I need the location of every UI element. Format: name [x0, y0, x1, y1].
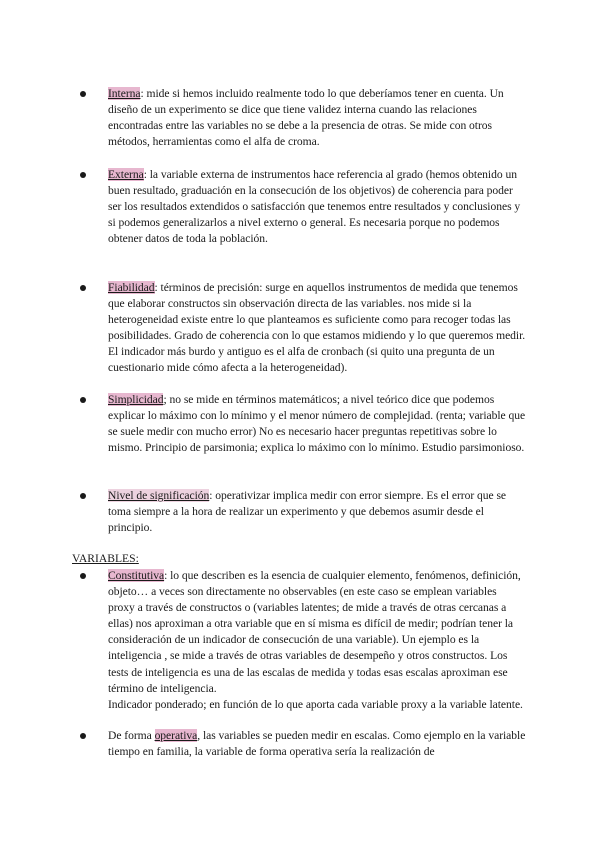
list-item-text	[108, 86, 526, 150]
continuation-text: Indicador ponderado; en función de lo que aporta cada variable proxy a la variable latente.	[108, 697, 523, 711]
prefix-text: De forma	[108, 729, 155, 742]
bullet-icon	[80, 397, 86, 403]
highlighted-term: Constitutiva	[108, 569, 165, 582]
highlighted-term: operativa	[154, 729, 198, 742]
bullet-icon	[80, 285, 86, 291]
list-item-interna	[86, 86, 526, 150]
section-title-colon: :	[135, 552, 139, 565]
definition-text: , las variables se pueden medir en escalas. Como ejemplo en la variable tiempo en familia, la variable de forma operativa sería la realización de	[108, 729, 526, 759]
definition-text: : términos de precisión: surge en aquellos instrumentos de medida que tenemos que elaborar constructos sin observación directa de las variables. nos mide si la heterogeneidad existe entre lo que planteamos es suficiente como para recoger todas las posibilidades. Grado de coherencia con lo que estamos midiendo y lo que queremos medir. El indicador más burdo y antiguo es el alfa de cronbach (si quito una pregunta de un cuestionario mide cómo afecta a la heterogeneidad).	[108, 281, 526, 375]
bullet-icon	[80, 573, 86, 579]
bullet-icon	[80, 493, 86, 499]
definition-text: : mide si hemos incluido realmente todo lo que deberíamos tener en cuenta. Un diseño de un experimento se dice que tiene validez interna cuando las relaciones encontradas entre las variables no se debe a la presencia de otras. Se mide con otros métodos, herramientas como el alfa de croma.	[108, 87, 504, 149]
bullet-icon	[80, 172, 86, 178]
list-item-text	[108, 167, 526, 247]
section-title	[72, 551, 139, 567]
list-item-text	[108, 488, 526, 536]
list-item-simplicidad	[86, 392, 526, 456]
definition-text: : lo que describen es la esencia de cualquier elemento, fenómenos, definición, objeto… a veces son directamente no observables (en este caso se emplean variables proxy a través de constructos o (variables latentes; de mide a través de otras cercanas a ellas) nos aproximan a otra variable que en sí misma es difícil de medir; podrían tener la consideración de un indicador de consecución de una variable). Un ejemplo es la inteligencia , se mide a través de otras variables de desempeño y otros constructos. Los tests de inteligencia es una de las escalas de medida y todas esas escalas aproximan ese término de inteligencia.	[108, 569, 521, 695]
list-item-externa	[86, 167, 526, 247]
list-item-text	[108, 728, 526, 760]
highlighted-term: Simplicidad	[108, 393, 164, 406]
list-item-text	[108, 280, 526, 377]
highlighted-term: Fiabilidad	[108, 281, 155, 294]
list-item-text	[108, 392, 526, 456]
definition-text: : la variable externa de instrumentos hace referencia al grado (hemos obtenido un buen resultado, graduación en la consecución de los objetivos) de coherencia para poder ser los resultados extendidos o satisfacción que tenemos entre resultados y conclusiones y si podemos generalizarlos a nivel externo o general. Es necesaria porque no podemos obtener datos de toda la población.	[108, 168, 521, 246]
definition-text: ; no se mide en términos matemáticos; a nivel teórico dice que podemos explicar lo máximo con lo mínimo y el menor número de complejidad. (renta; variable que se suele medir con mucho error) No es necesario hacer preguntas repetitivas sobre lo mismo. Principio de parsimonia; explica lo máximo con lo mínimo. Estudio parsimonioso.	[108, 393, 526, 455]
bullet-icon	[80, 733, 86, 739]
section-title-text: VARIABLES	[72, 552, 136, 565]
highlighted-term: Interna	[108, 87, 141, 100]
definition-text: : operativizar implica medir con error siempre. Es el error que se toma siempre a la hora de realizar un experimento y que debemos asumir desde el principio.	[108, 489, 507, 535]
highlighted-term: Nivel de significación	[108, 489, 210, 502]
bullet-icon	[80, 91, 86, 97]
list-item-text	[108, 568, 526, 713]
list-item-operativa	[86, 728, 526, 760]
list-item-constitutiva	[86, 568, 526, 713]
list-item-fiabilidad	[86, 280, 526, 377]
list-item-nivel-significacion	[86, 488, 526, 536]
highlighted-term: Externa	[108, 168, 144, 181]
